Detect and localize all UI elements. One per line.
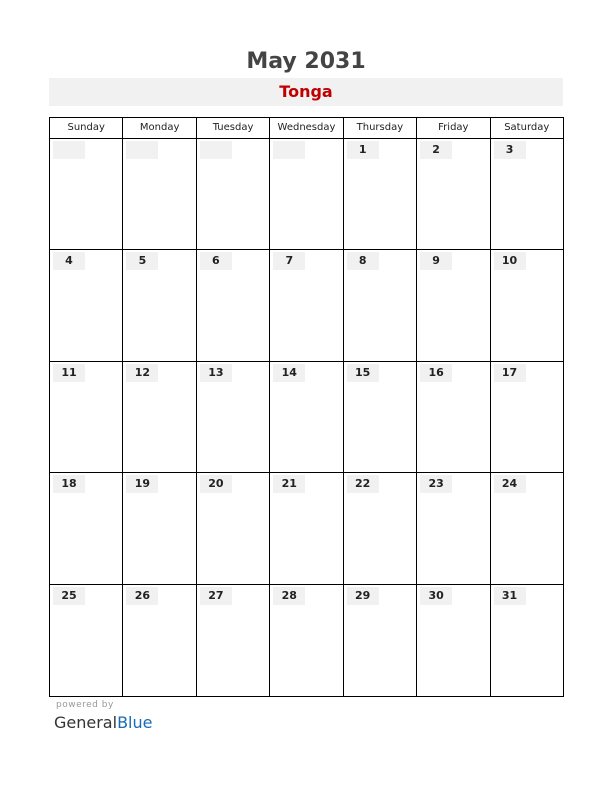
week-row [50,139,563,250]
date-number: 9 [420,252,452,270]
country-name: Tonga [279,82,333,101]
date-number: 11 [53,364,85,382]
day-cell[interactable] [123,139,196,249]
date-number: 18 [53,475,85,493]
empty-date-badge [53,141,85,159]
day-cell[interactable] [50,585,123,696]
day-cell[interactable] [197,473,270,583]
week-row [50,362,563,473]
date-number: 20 [200,475,232,493]
day-cell[interactable] [417,473,490,583]
day-cell[interactable] [123,362,196,472]
day-cell[interactable] [417,250,490,360]
weekday-header-row [50,118,563,139]
date-number: 24 [494,475,526,493]
weekday-sunday: Sunday [50,118,123,138]
date-number: 12 [126,364,158,382]
date-number: 28 [273,587,305,605]
date-number: 5 [126,252,158,270]
day-cell[interactable] [344,250,417,360]
day-cell[interactable] [123,250,196,360]
week-row [50,585,563,696]
weekday-tuesday: Tuesday [197,118,270,138]
date-number: 10 [494,252,526,270]
day-cell[interactable] [344,362,417,472]
brand-blue-text: Blue [117,713,153,732]
day-cell[interactable] [123,585,196,696]
empty-date-badge [273,141,305,159]
weekday-thursday: Thursday [344,118,417,138]
powered-by-label: powered by [56,700,114,710]
empty-date-badge [200,141,232,159]
day-cell[interactable] [197,585,270,696]
day-cell[interactable] [344,473,417,583]
day-cell[interactable] [417,585,490,696]
day-cell[interactable] [123,473,196,583]
country-banner [49,78,563,106]
day-cell[interactable] [50,362,123,472]
date-number: 14 [273,364,305,382]
week-row [50,473,563,584]
weekday-saturday: Saturday [504,122,550,133]
day-cell[interactable] [344,585,417,696]
date-number: 31 [494,587,526,605]
day-cell[interactable] [344,139,417,249]
day-cell[interactable] [270,585,343,696]
date-number: 30 [420,587,452,605]
day-cell[interactable] [50,250,123,360]
generalblue-logo[interactable] [54,712,152,734]
date-number: 4 [53,252,85,270]
day-cell[interactable] [197,250,270,360]
day-cell[interactable] [491,362,563,472]
weekday-wednesday: Wednesday [270,118,343,138]
date-number: 19 [126,475,158,493]
date-number: 26 [126,587,158,605]
day-cell[interactable] [491,139,563,249]
day-cell[interactable] [270,473,343,583]
date-number: 25 [53,587,85,605]
weekday-monday: Monday [123,118,196,138]
day-cell[interactable] [270,139,343,249]
date-number: 22 [347,475,379,493]
date-number: 16 [420,364,452,382]
week-row [50,250,563,361]
empty-date-badge [126,141,158,159]
date-number: 21 [273,475,305,493]
calendar-weeks [50,139,563,696]
day-cell[interactable] [270,250,343,360]
day-cell[interactable] [50,139,123,249]
day-cell[interactable] [417,362,490,472]
weekday-friday: Friday [417,118,490,138]
calendar-grid [49,117,564,697]
date-number: 15 [347,364,379,382]
day-cell[interactable] [491,250,563,360]
date-number: 29 [347,587,379,605]
date-number: 27 [200,587,232,605]
date-number: 17 [494,364,526,382]
day-cell[interactable] [491,585,563,696]
date-number: 3 [494,141,526,159]
calendar-title: May 2031 [246,49,366,74]
date-number: 6 [200,252,232,270]
day-cell[interactable] [491,473,563,583]
day-cell[interactable] [197,139,270,249]
date-number: 23 [420,475,452,493]
day-cell[interactable] [270,362,343,472]
date-number: 8 [347,252,379,270]
date-number: 2 [420,141,452,159]
day-cell[interactable] [50,473,123,583]
date-number: 1 [347,141,379,159]
brand-general-text: General [54,713,118,732]
date-number: 13 [200,364,232,382]
day-cell[interactable] [197,362,270,472]
date-number: 7 [273,252,305,270]
day-cell[interactable] [417,139,490,249]
